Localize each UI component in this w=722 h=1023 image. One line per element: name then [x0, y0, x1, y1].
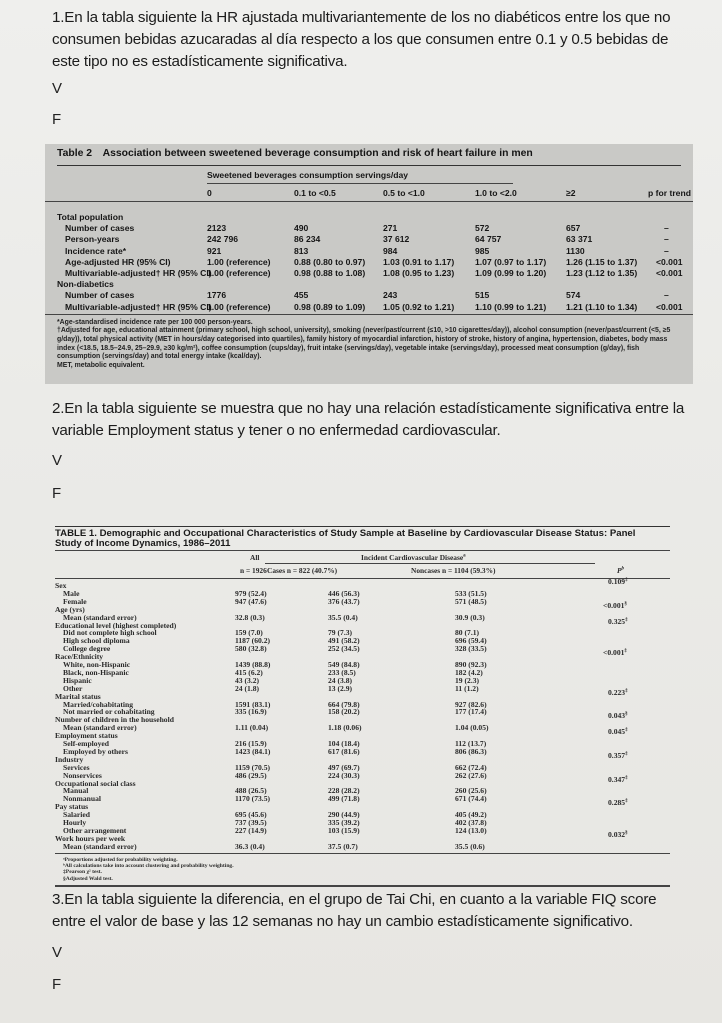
table-1-cell-cases: 446 (56.3) [328, 588, 360, 598]
table-1-cell-noncases: 671 (74.4) [455, 794, 487, 804]
table-1-group-rule [265, 563, 595, 564]
table-1-cell-p-sup: ‡ [624, 648, 627, 654]
table-1-cell-cases: 376 (43.7) [328, 596, 360, 606]
t1-section-label: Work hours per week [55, 833, 126, 843]
table-2-cell: 37 612 [383, 234, 410, 245]
table-1-row-label: Nonmanual [63, 794, 101, 804]
table-1-cell-cases: 37.5 (0.7) [328, 841, 358, 851]
table-1-col-p: $P^b$ [617, 566, 625, 575]
table-1-cell-all: 737 (39.5) [235, 818, 267, 827]
question-2-text: 2.En la tabla siguiente se muestra que no hay una relación estadísticamente significativa entre la variable Employment status y tener o no enfermedad cardiovascular. [52, 400, 685, 439]
table-1-cell-noncases: 80 (7.1) [455, 628, 480, 638]
table-1-cell-p-sup: ‡ [625, 774, 628, 780]
table-2-heart-failure [45, 144, 693, 384]
table-1-cell-cases: 549 (84.8) [328, 660, 360, 669]
table-2-header-rule [45, 201, 693, 202]
table-1-footnote: §Adjusted Wald test. [63, 875, 113, 882]
table-1-row-label: Manual [63, 786, 89, 796]
table-2-column-header: 0.5 to <1.0 [383, 188, 425, 198]
table-1-cell-all: 486 (29.5) [235, 770, 267, 780]
table-2-row-label: Multivariable-adjusted† HR (95% CI) [65, 301, 212, 312]
table-2-cell: 984 [383, 245, 398, 256]
table-1-cell-all: 1439 (88.8) [235, 660, 271, 669]
table-1-col-group-sup: a [463, 553, 466, 559]
table-1-cell-noncases: 182 (4.2) [455, 667, 483, 677]
table-1-cell-cases: 35.5 (0.4) [328, 612, 358, 622]
table-1-cell-cases: 617 (81.6) [328, 746, 360, 756]
table-1-cell-all: 947 (47.6) [235, 596, 267, 606]
table-1-cell-all: 488 (26.5) [235, 786, 267, 796]
table-1-cell-noncases: 11 (1.2) [455, 683, 479, 693]
table-1-bottom-rule [55, 885, 670, 887]
table-1-cell-cases: 664 (79.8) [328, 699, 360, 709]
table-2-title-text: Association between sweetened beverage consumption and risk of heart failure in men [102, 148, 533, 159]
table-2-cell: 985 [475, 245, 490, 256]
table-1-cell-cases: 103 (15.9) [328, 825, 360, 835]
table-1-cell-all: 227 (14.9) [235, 825, 267, 835]
table-1-col-all-n: n = 1926 [240, 566, 267, 575]
table-1-cell-noncases: 30.9 (0.3) [455, 612, 485, 622]
question-1-option-true[interactable]: V [52, 80, 63, 97]
table-2-cell: 1.10 (0.99 to 1.21) [475, 301, 547, 312]
table-1-cell-cases: 497 (69.7) [328, 762, 360, 772]
table-1-cell-noncases: 262 (27.6) [455, 770, 487, 780]
t1-section-label: Educational level (highest completed) [55, 620, 177, 630]
table-1-row-label: Other [63, 683, 83, 693]
table-1-row-label: Married/cohabitating [63, 699, 134, 709]
table-1-cell-cases: 491 (58.2) [328, 636, 360, 646]
table-1-footnote: ‡Pearson χ² test. [63, 869, 102, 876]
table-1-cell-all: 1.11 (0.04) [235, 723, 269, 733]
table-1-row-label: Male [63, 588, 80, 598]
table-1-cell-noncases: 662 (72.4) [455, 762, 487, 772]
table-1-title-line-1: TABLE 1. Demographic and Occupational Characteristics of Study Sample at Baseline by Cardiovascular Disease Status: Panel [55, 528, 636, 539]
table-1-cell-all: 24 (1.8) [235, 683, 260, 693]
table-1-cell-noncases: 328 (33.5) [455, 644, 487, 654]
table-1-cell-p: 0.109‡ [608, 577, 628, 586]
table-1-cell-all: 580 (32.8) [235, 644, 267, 654]
t1-section-label: Occupational social class [55, 778, 136, 788]
table-2-label: Table 2 [57, 148, 93, 159]
table-2-cell: 921 [207, 245, 222, 256]
table-1-cell-p: <0.001§ [603, 600, 627, 610]
table-2-cell: – [664, 245, 669, 256]
table-2-section-label: Non-diabetics [57, 279, 114, 290]
table-2-footnotes [57, 319, 681, 371]
table-2-cell: 1.26 (1.15 to 1.37) [566, 256, 638, 267]
table-2-bottom-rule [45, 314, 693, 315]
table-2-column-header: 1.0 to <2.0 [475, 188, 517, 198]
table-1-cell-p-sup: § [625, 830, 628, 836]
table-1-cell-all: 695 (45.6) [235, 810, 267, 820]
table-1-cell-all: 1187 (60.2) [235, 636, 271, 646]
question-2-option-true[interactable]: V [52, 452, 63, 469]
table-2-cell: 1.05 (0.92 to 1.21) [383, 301, 455, 312]
table-1-cell-p: 0.285‡ [608, 798, 628, 808]
table-1-cell-noncases: 19 (2.3) [455, 675, 480, 685]
table-1-cell-cases: 158 (20.2) [328, 707, 360, 717]
table-1-cell-p-sup: ‡ [625, 688, 628, 694]
table-2-cell: 63 371 [566, 234, 593, 245]
table-1-cell-noncases: 696 (59.4) [455, 636, 487, 646]
table-1-cell-cases: 228 (28.2) [328, 786, 360, 796]
table-1-cell-noncases: 35.5 (0.6) [455, 841, 485, 851]
table-1-row-label: Did not complete high school [63, 628, 157, 638]
table-2-cell: 574 [566, 290, 581, 301]
table-2-row-label: Multivariable-adjusted† HR (95% CI) [65, 268, 212, 278]
table-1-row-label: Female [63, 596, 87, 606]
table-1-cell-noncases: 1.04 (0.05) [455, 723, 489, 733]
table-1-cell-p-sup: ‡ [625, 616, 628, 622]
t1-section-label: Race/Ethnicity [55, 652, 104, 662]
table-1-data-bottom-rule [55, 853, 670, 854]
table-2-column-header: 0.1 to <0.5 [294, 188, 336, 198]
table-2-cell: 490 [294, 223, 309, 234]
table-1-cell-noncases: 927 (82.6) [455, 699, 487, 709]
table-2-cell: 243 [383, 290, 398, 301]
table-2-cell: 1.00 (reference) [207, 256, 271, 267]
table-2-cell: 657 [566, 223, 581, 234]
table-2-cell: 0.98 (0.89 to 1.09) [294, 301, 366, 312]
table-1-row-label: Mean (standard error) [63, 612, 137, 622]
table-2-cell: 1.23 (1.12 to 1.35) [566, 268, 638, 278]
table-2-cell: – [664, 234, 669, 245]
table-1-row-label: Salaried [63, 810, 91, 820]
table-2-row-label: Person-years [65, 234, 120, 245]
table-1-title-rule [55, 550, 670, 551]
table-1-cell-p: 0.347‡ [608, 774, 628, 784]
table-1-cell-all: 415 (6.2) [235, 667, 263, 677]
table-2-cell: – [664, 290, 669, 301]
table-2-column-header: p for trend [648, 188, 691, 198]
question-3-option-true[interactable]: V [52, 944, 63, 961]
table-1-cell-all: 1591 (83.1) [235, 699, 271, 709]
table-1-cell-all: 36.3 (0.4) [235, 841, 265, 851]
table-1-row-label: White, non-Hispanic [63, 660, 131, 669]
table-2-footnote: †Adjusted for age, educational attainment (primary school, high school, university), smoking (never/past/current (≤10, >10 cigarettes/day)), alcohol consumption (never/past/current (<5, ≥5 g/day)), total physical activity (MET in hours/day categorised into quartiles), family history of myocardial infarction, history of stroke, history of angina, hypertension, diabetes, body mass index (<18.5, 18.5–24.9, 25–29.9, ≥30 kg/m²), coffee consumption (cups/day), fruit intake (servings/day), vegetable intake (servings/day), processed meat consumption (g/day), fish consumption (servings/day) and total energy intake (kcal/day). [57, 327, 671, 361]
table-1-cell-p-sup: ‡ [625, 798, 628, 804]
table-2-cell: 1.00 (reference) [207, 301, 271, 312]
table-2-footnote: MET, metabolic equivalent. [57, 361, 145, 369]
table-1-cell-cases: 224 (30.3) [328, 770, 360, 780]
table-1-cell-p-sup: § [624, 601, 627, 607]
table-1-cell-cases: 104 (18.4) [328, 739, 360, 748]
table-2-column-header: ≥2 [566, 188, 576, 198]
table-1-col-cases: Cases n = 822 (40.7%) [267, 566, 338, 575]
table-1-cell-noncases: 890 (92.3) [455, 660, 487, 669]
table-1-cell-all: 1170 (73.5) [235, 794, 271, 804]
t1-section-label: Number of children in the household [55, 715, 174, 725]
table-2-cell: – [664, 223, 669, 234]
table-1-cell-cases: 499 (71.8) [328, 794, 360, 804]
table-1-row-label: Employed by others [63, 746, 128, 756]
table-1-cardiovascular [55, 526, 670, 882]
table-1-cell-noncases: 405 (49.2) [455, 810, 487, 820]
table-1-cell-p: 0.032§ [608, 829, 628, 839]
question-2-option-false[interactable]: F [52, 485, 62, 502]
table-1-cell-all: 979 (52.4) [235, 588, 267, 598]
table-2-cell: 515 [475, 290, 490, 301]
table-1-cell-cases: 79 (7.3) [328, 628, 353, 638]
table-1-cell-all: 159 (7.0) [235, 628, 263, 638]
table-1-row-label: Self-employed [63, 739, 109, 748]
table-1-cell-noncases: 112 (13.7) [455, 739, 487, 748]
table-2-row-label: Age-adjusted HR (95% CI) [65, 256, 171, 267]
table-1-footnote: ᵇAll calculations take into account clustering and probability weighting. [63, 863, 234, 869]
table-2-row-label: Number of cases [65, 290, 135, 301]
t1-section-label: Marital status [55, 691, 101, 701]
table-2-cell: 1.07 (0.97 to 1.17) [475, 256, 547, 267]
table-1-cell-noncases: 124 (13.0) [455, 825, 487, 835]
table-2-cell: 0.98 (0.88 to 1.08) [294, 268, 366, 278]
table-1-cell-p-sup: ‡ [625, 577, 628, 583]
table-1-row-label: Other arrangement [63, 825, 127, 835]
table-1-cell-cases: 24 (3.8) [328, 675, 353, 685]
table-2-cell: <0.001 [656, 268, 683, 278]
table-1-cell-all: 1423 (84.1) [235, 746, 271, 756]
table-1-cell-noncases: 402 (37.8) [455, 818, 487, 827]
table-1-cell-cases: 290 (44.9) [328, 810, 360, 820]
table-1-footnote: ᵃProportions adjusted for probability weighting. [63, 856, 178, 863]
table-2-cell: <0.001 [656, 301, 683, 312]
table-1-cell-all: 216 (15.9) [235, 739, 267, 748]
table-2-title [57, 148, 681, 166]
table-1-cell-all: 32.8 (0.3) [235, 612, 265, 622]
t1-section-label: Pay status [55, 802, 89, 812]
table-2-row-label: Incidence rate* [65, 245, 127, 256]
table-2-cell: 1130 [566, 245, 585, 256]
table-1-cell-all: 335 (16.9) [235, 707, 267, 717]
question-1-text: 1.En la tabla siguiente la HR ajustada multivariantemente de los no diabéticos entre los que no consumen bebidas azucaradas al día respecto a los que consumen entre 0.1 y 0.5 bebidas de este tipo no es estadísticamente significativa. [52, 9, 671, 70]
table-2-cell: 64 757 [475, 234, 502, 245]
table-1-cell-cases: 233 (8.5) [328, 667, 356, 677]
table-1-cell-p-sup: ‡ [625, 727, 628, 733]
table-1-cell-noncases: 806 (86.3) [455, 746, 487, 756]
table-1-row-label: Hispanic [63, 675, 92, 685]
question-3-text: 3.En la tabla siguiente la diferencia, en el grupo de Tai Chi, en cuanto a la variable FIQ score entre el valor de base y las 12 semanas no hay un cambio estadísticamente significativo. [52, 891, 657, 930]
table-1-row-label: Mean (standard error) [63, 841, 137, 851]
table-2-cell: 1.00 (reference) [207, 268, 271, 278]
table-1-cell-p: 0.223‡ [608, 687, 628, 697]
table-2-column-header: 0 [207, 188, 212, 198]
table-1-row-label: Mean (standard error) [63, 723, 137, 733]
table-1-cell-noncases: 177 (17.4) [455, 707, 487, 717]
table-1-col-noncases: Noncases n = 1104 (59.3%) [411, 566, 496, 575]
table-1-cell-p: 0.357‡ [608, 750, 628, 760]
table-1-cell-p: 0.043§ [608, 711, 628, 721]
table-1-cell-cases: 252 (34.5) [328, 644, 360, 654]
table-2-group-header: Sweetened beverages consumption servings/day [207, 170, 409, 180]
t1-section-label: Employment status [55, 731, 118, 741]
table-2-cell: 0.88 (0.80 to 0.97) [294, 256, 366, 267]
table-1-cell-cases: 13 (2.9) [328, 683, 353, 693]
table-2-cell: 86 234 [294, 234, 321, 245]
table-1-cell-p-sup: § [625, 711, 628, 717]
t1-section-label: Sex [55, 581, 67, 590]
table-1-row-label: Black, non-Hispanic [63, 667, 129, 677]
table-1-col-all: All [250, 553, 260, 562]
table-1-cell-p: 0.045‡ [608, 727, 628, 737]
table-1-cell-all: 43 (3.2) [235, 675, 260, 685]
table-1-title-line-2: Study of Income Dynamics, 1986–2011 [55, 538, 231, 549]
table-1-cell-noncases: 533 (51.5) [455, 588, 487, 598]
table-2-footnote: *Age-standardised incidence rate per 100 000 person-years. [57, 318, 253, 326]
table-1-row-label: High school diploma [63, 636, 130, 646]
table-1-cell-p: 0.325‡ [608, 616, 628, 626]
table-1-row-label: Nonservices [63, 770, 102, 780]
table-2-cell: 813 [294, 245, 309, 256]
table-1-title [55, 526, 670, 549]
table-2-cell: 1.09 (0.99 to 1.20) [475, 268, 547, 278]
table-1-cell-p: <0.001‡ [603, 648, 627, 658]
table-1-cell-all: 1159 (70.5) [235, 762, 271, 772]
table-1-cell-cases: 1.18 (0.06) [328, 723, 362, 733]
table-1-cell-noncases: 571 (48.5) [455, 596, 487, 606]
table-1-cell-p-sup: ‡ [625, 751, 628, 757]
t1-section-label: Industry [55, 754, 84, 764]
table-2-group-rule [207, 183, 513, 184]
table-1-col-group: Incident Cardiovascular Disease$^a$ [361, 553, 466, 562]
table-2-cell: 1.08 (0.95 to 1.23) [383, 268, 455, 278]
table-2-cell: <0.001 [656, 256, 683, 267]
table-2-section-label: Total population [57, 212, 124, 222]
question-3-option-false[interactable]: F [52, 976, 62, 993]
table-2-cell: 271 [383, 223, 398, 234]
table-1-row-label: Hourly [63, 818, 87, 827]
table-2-cell: 2123 [207, 223, 227, 234]
t1-section-label: Age (yrs) [55, 604, 85, 614]
table-2-cell: 1.03 (0.91 to 1.17) [383, 256, 455, 267]
table-1-header-rule [55, 578, 670, 579]
table-2-cell: 572 [475, 223, 490, 234]
table-2-cell: 455 [294, 290, 309, 301]
table-1-cell-cases: 335 (39.2) [328, 818, 360, 827]
table-1-row-label: College degree [63, 644, 111, 654]
table-1-cell-noncases: 260 (25.6) [455, 786, 487, 796]
table-2-cell: 242 796 [207, 234, 239, 245]
table-2-cell: 1776 [207, 290, 227, 301]
table-1-row-label: Services [63, 762, 90, 772]
table-2-row-label: Number of cases [65, 223, 135, 234]
question-1-option-false[interactable]: F [52, 111, 62, 128]
table-1-col-p-sup: b [621, 566, 625, 572]
table-2-cell: 1.21 (1.10 to 1.34) [566, 301, 638, 312]
table-1-row-label: Not married or cohabitating [63, 707, 155, 717]
